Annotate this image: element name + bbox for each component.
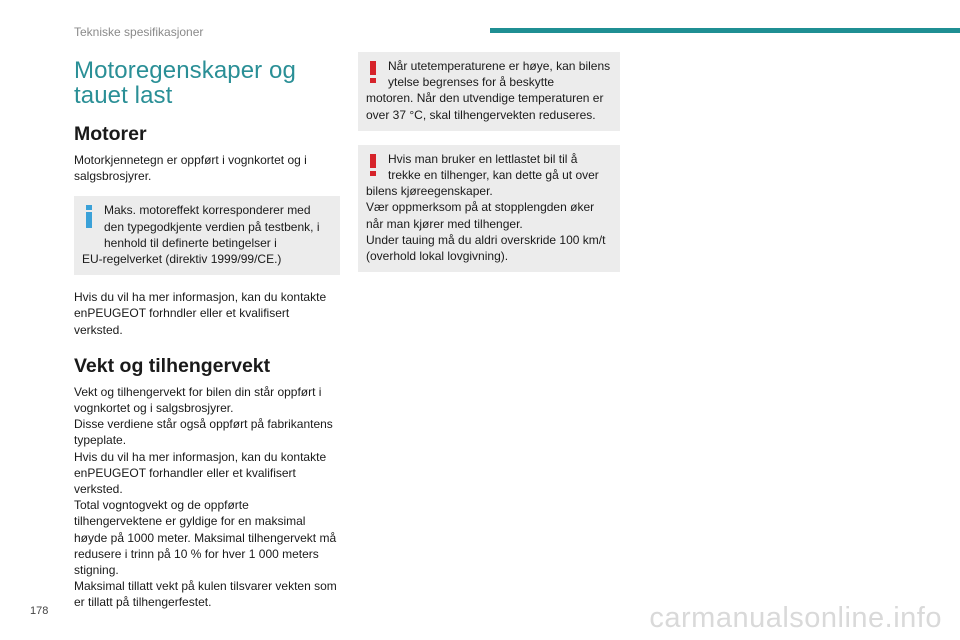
header-accent-bar — [490, 28, 960, 33]
page-number: 178 — [30, 605, 49, 617]
warning-note-text: Når utetemperaturene er høye, kan bilens ytelse begrenses for å beskytte — [388, 59, 611, 90]
info-icon — [82, 204, 96, 228]
vekt-paragraph: Total vogntogvekt og de oppførte tilhengervektene er gyldige for en maksimal høyde på 1000 meter. Maksimal tilhengervekt må redusere i trinn på 10 % for hver 1 000 meters stigning. — [74, 498, 337, 578]
warning-note-text-cont: motoren. Når den utvendige temperaturen er over 37 °C, skal tilhengervekten reduseres. — [366, 91, 604, 122]
watermark: carmanualsonline.info — [649, 602, 942, 634]
page-title-line1: Motoregenskaper og — [74, 57, 296, 84]
vekt-paragraph: Disse verdiene står også oppført på fabrikantens typeplate. — [74, 417, 333, 448]
warning-note-text-cont: bilens kjøreegenskaper. — [366, 184, 493, 199]
motorer-contact: Hvis du vil ha mer informasjon, kan du kontakte enPEUGEOT forhndler eller et kvalifisert verksted. — [74, 290, 327, 337]
section-heading-motorer: Motorer — [74, 123, 147, 145]
vekt-paragraph: Vekt og tilhengervekt for bilen din står oppført i vognkortet og i salgsbrosjyrer. — [74, 384, 322, 416]
warning-note — [358, 145, 620, 272]
left-column — [74, 58, 340, 611]
warning-icon — [366, 60, 380, 84]
header-section-label: Tekniske spesifikasjoner — [74, 25, 204, 39]
warning-note-text-cont: Vær oppmerksom på at stopplengden øker når man kjører med tilhenger. — [366, 200, 595, 231]
page-title-line2: tauet last — [74, 82, 173, 109]
vekt-body — [74, 384, 340, 611]
warning-icon — [366, 153, 380, 177]
right-column — [358, 52, 620, 286]
warning-note-text-cont: Under tauing må du aldri overskride 100 km/t (overhold lokal lovgivning). — [366, 232, 606, 264]
vekt-paragraph: Maksimal tillatt vekt på kulen tilsvarer vekten som er tillatt på tilhengerfestet. — [74, 579, 337, 610]
section-heading-vekt: Vekt og tilhengervekt — [74, 354, 271, 377]
warning-note — [358, 52, 620, 131]
page-title — [74, 58, 340, 108]
warning-note-text: Hvis man bruker en lettlastet bil til å trekke en tilhenger, kan dette gå ut over — [388, 151, 599, 183]
info-note-text: Maks. motoreffekt korresponderer med den typegodkjente verdien på testbenk, i henhold til definerte betingelser i — [104, 203, 320, 250]
vekt-paragraph: Hvis du vil ha mer informasjon, kan du kontakte enPEUGEOT forhandler eller et kvalifisert verksted. — [74, 449, 327, 497]
info-note — [74, 196, 340, 275]
motorer-intro: Motorkjennetegn er oppført i vognkortet og i salgsbrosjyrer. — [74, 153, 307, 184]
info-note-text-cont: EU-regelverket (direktiv 1999/99/CE.) — [82, 252, 282, 267]
